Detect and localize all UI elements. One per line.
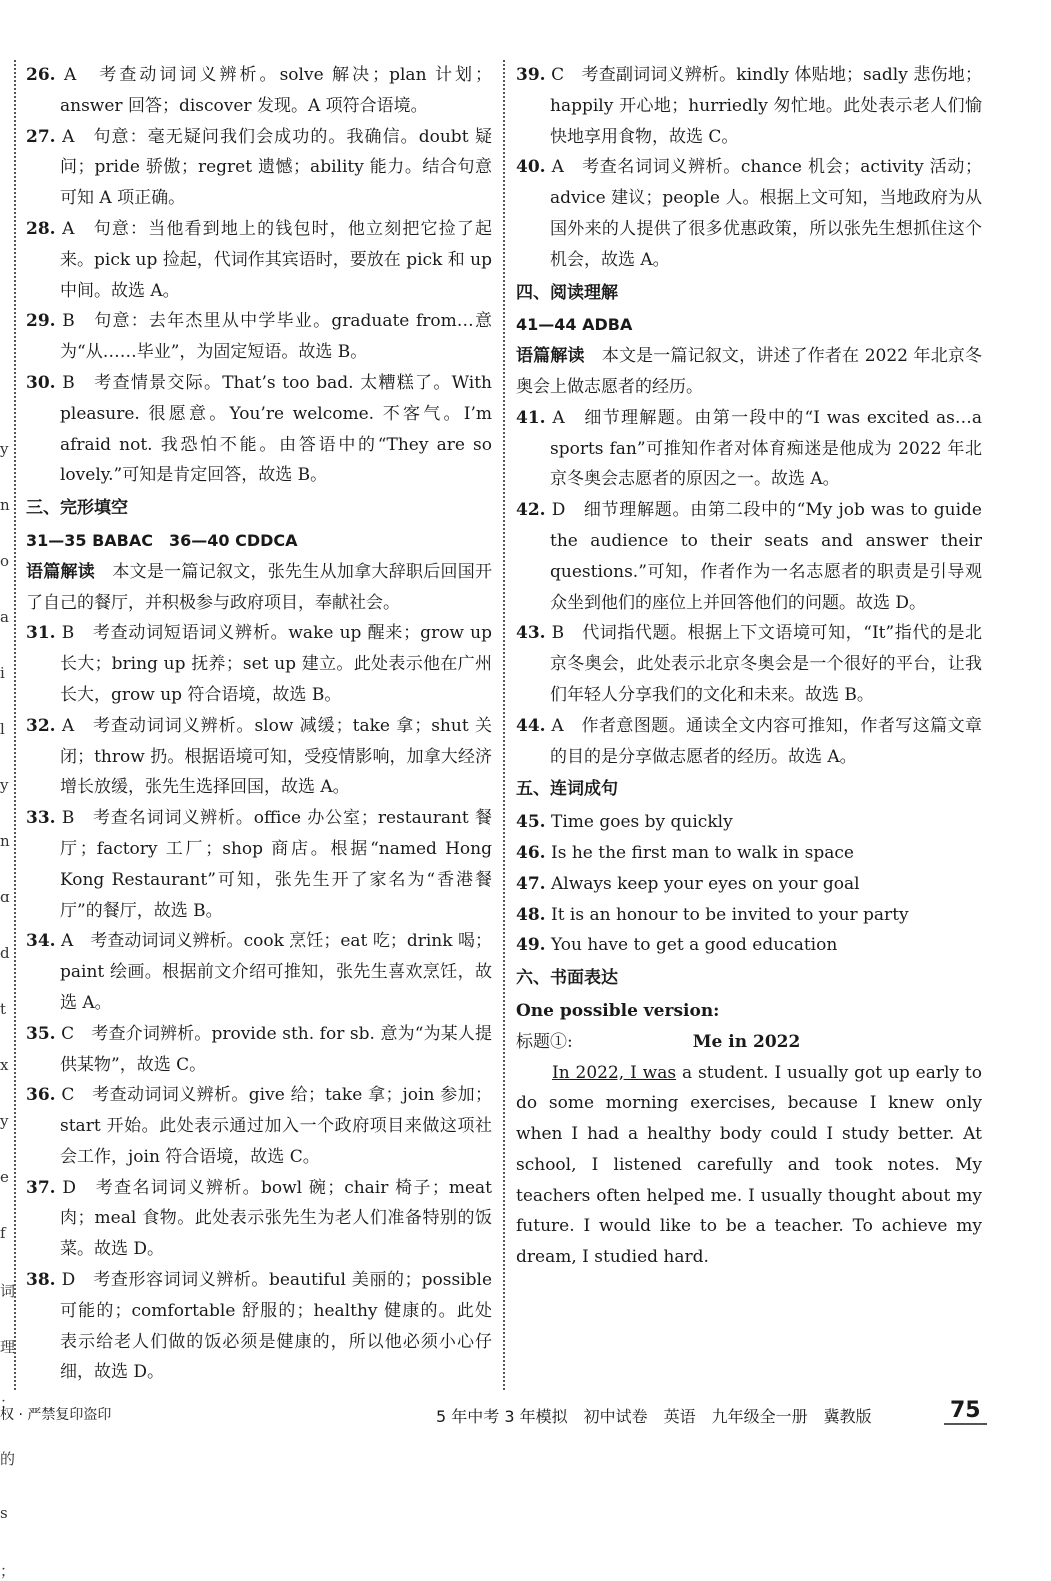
- answer-item: [516, 838, 982, 869]
- edge-fragment: 词: [0, 1282, 16, 1300]
- item-text: Always keep your eyes on your goal: [550, 873, 860, 894]
- section-6-title: 六、书面表达: [516, 968, 618, 989]
- item-number: 29.: [26, 311, 56, 332]
- item-text: Is he the first man to walk in space: [550, 842, 854, 863]
- item-number: 42.: [516, 500, 546, 521]
- item-text: A 作者意图题。通读全文内容可推知，作者写这篇文章的目的是分享做志愿者的经历。故选 A。: [550, 715, 983, 767]
- edge-fragment: l: [0, 720, 5, 738]
- intro-label: 语篇解读: [26, 561, 96, 582]
- answer-item: [26, 618, 492, 710]
- item-number: 41.: [516, 407, 546, 428]
- intro-label: 语篇解读: [516, 346, 585, 367]
- answer-item: [26, 1080, 492, 1172]
- intro-text: 本文是一篇记叙文，讲述了作者在 2022 年北京冬奥会上做志愿者的经历。: [516, 346, 983, 397]
- answer-list-4: [516, 403, 982, 773]
- item-text: D 细节理解题。由第二段中的“My job was to guide the audience to their seats and answer their questions.”可知，作者作为一名志愿者的职责是引导观众坐到他们的座位上并回答他们的问题。故选 D。: [550, 500, 982, 613]
- item-number: 32.: [26, 715, 56, 736]
- item-text: B 考查动词短语词义辨析。wake up 醒来；grow up 长大；bring up 抚养；set up 建立。此处表示他在广州长大，grow up 符合语境，故选 B。: [60, 623, 492, 705]
- item-number: 40.: [516, 157, 546, 178]
- edge-fragment: y: [0, 1112, 9, 1130]
- item-text: B 考查名词词义辨析。office 办公室；restaurant 餐厅；factory 工厂；shop 商店。根据“named Hong Kong Restaurant”可知，张先生开了家名为“香港餐厅”的餐厅，故选 B。: [60, 808, 493, 921]
- item-number: 39.: [516, 65, 546, 85]
- answer-list-1: [26, 60, 492, 491]
- left-column: [26, 60, 492, 1388]
- edge-fragment: ；: [0, 1562, 16, 1580]
- copyright-note: 权 · 严禁复印盗印: [0, 1407, 112, 1423]
- section-3-intro: [26, 557, 492, 619]
- item-number: 30.: [26, 372, 56, 393]
- item-text: A 细节理解题。由第一段中的“I was excited as…a sports fan”可推知作者对体育痴迷是他成为 2022 年北京冬奥会志愿者的原因之一。故选 A。: [550, 407, 982, 490]
- edge-fragment: f: [0, 1224, 6, 1242]
- item-text: A 考查动词词义辨析。cook 烹饪；eat 吃；drink 喝；paint 绘画。根据前文介绍可推知，张先生喜欢烹饪，故选 A。: [60, 931, 492, 1013]
- item-number: 38.: [26, 1270, 56, 1291]
- section-4-title: 四、阅读理解: [516, 282, 618, 303]
- essay: [516, 996, 982, 1273]
- answer-item: [516, 618, 982, 710]
- answer-item: [516, 900, 982, 931]
- answer-item: [26, 368, 492, 491]
- edge-fragment: y: [0, 776, 9, 794]
- answer-item: [26, 803, 492, 926]
- item-text: C 考查动词词义辨析。give 给；take 拿；join 参加；start 开始。此处表示通过加入一个政府项目来做这项社会工作，join 符合语境，故选 C。: [60, 1085, 492, 1167]
- item-number: 28.: [26, 218, 56, 239]
- item-number: 48.: [516, 904, 546, 925]
- section-4-intro: [516, 341, 982, 403]
- answer-item: [26, 1019, 492, 1081]
- item-number: 37.: [26, 1177, 56, 1198]
- item-number: 49.: [516, 935, 546, 956]
- item-text: D 考查名词词义辨析。bowl 碗；chair 椅子；meat 肉；meal 食物。此处表示张先生为老人们准备特别的饭菜。故选 D。: [60, 1177, 493, 1260]
- essay-title: Me in 2022: [692, 1031, 801, 1052]
- book-series: 5 年中考 3 年模拟 初中试卷 英语 九年级全一册 冀教版: [436, 1407, 872, 1426]
- item-number: 26.: [26, 65, 56, 85]
- answer-item: [516, 403, 982, 495]
- item-text: C 考查副词词义辨析。kindly 体贴地；sadly 悲伤地；happily 开心地；hurriedly 匆忙地。此处表示老人们愉快地享用食物，故选 C。: [550, 65, 982, 147]
- answer-item: [516, 930, 982, 961]
- edge-fragment: d: [0, 944, 10, 962]
- edge-text-fragments: [0, 60, 16, 1580]
- item-text: A 考查动词词义辨析。slow 减缓；take 拿；shut 关闭；throw 扔。根据语境可知，受疫情影响，加拿大经济增长放缓，张先生选择回国，故选 A。: [60, 715, 493, 798]
- item-number: 47.: [516, 873, 546, 894]
- item-text: A 句意：毫无疑问我们会成功的。我确信。doubt 疑问；pride 骄傲；regret 遗憾；ability 能力。结合句意可知 A 项正确。: [60, 126, 492, 209]
- edge-fragment: n: [0, 832, 10, 850]
- essay-title-label: 标题①:: [516, 1031, 573, 1052]
- column-divider-center: [503, 60, 505, 1390]
- answer-item: [26, 1265, 492, 1388]
- answer-item: [26, 214, 492, 306]
- item-text: A 考查名词词义辨析。chance 机会；activity 活动；advice 建议；people 人。根据上文可知，当地政府为从国外来的人提供了很多优惠政策，所以张先生想抓住这个机会，故选 A。: [550, 157, 983, 270]
- answer-item: [516, 711, 982, 773]
- edge-fragment: 理: [0, 1338, 16, 1356]
- item-number: 46.: [516, 842, 546, 863]
- edge-fragment: e: [0, 1168, 9, 1186]
- column-divider-left: [14, 60, 16, 1390]
- edge-fragment: y: [0, 440, 9, 458]
- edge-fragment: n: [0, 496, 10, 514]
- item-text: It is an honour to be invited to your party: [550, 904, 909, 925]
- answer-item: [516, 807, 982, 838]
- edge-fragment: ɑ: [0, 888, 10, 906]
- item-text: B 考查情景交际。That’s too bad. 太糟糕了。With pleasure. 很愿意。You’re welcome. 不客气。I’m afraid not. 我恐怕不能。由答语中的“They are so lovely.”可知是肯定回答，故选 B。: [60, 372, 492, 486]
- answer-item: [516, 495, 982, 618]
- answer-item: [516, 60, 982, 152]
- answer-item: [26, 122, 492, 214]
- edge-fragment: a: [0, 608, 9, 626]
- item-number: 43.: [516, 623, 546, 644]
- section-5-title: 五、连词成句: [516, 779, 618, 800]
- item-text: You have to get a good education: [550, 935, 838, 956]
- section-3-answers: 31—35 BABAC 36—40 CDDCA: [26, 530, 298, 550]
- essay-body: a student. I usually got up early to do some morning exercises, because I knew only when I had a healthy body could I study better. At school, I listened carefully and took notes. My teachers often helped me. I usually thought about my future. I would like to be a teacher. To achieve my dream, I studied hard.: [516, 1062, 982, 1268]
- edge-fragment: x: [0, 1056, 9, 1074]
- page-number: 75: [944, 1398, 987, 1425]
- answer-item: [26, 60, 492, 122]
- item-number: 33.: [26, 808, 56, 829]
- edge-fragment: ；: [0, 1394, 16, 1412]
- item-number: 34.: [26, 931, 56, 952]
- item-text: Time goes by quickly: [550, 812, 733, 833]
- item-number: 27.: [26, 126, 56, 147]
- answer-item: [26, 306, 492, 368]
- item-text: A 句意：当他看到地上的钱包时，他立刻把它捡了起来。pick up 捡起，代词作其宾语时，要放在 pick 和 up 中间。故选 A。: [60, 218, 492, 301]
- right-column: [516, 60, 982, 1273]
- edge-fragment: s: [0, 1504, 8, 1522]
- item-number: 44.: [516, 715, 546, 736]
- edge-fragment: i: [0, 664, 5, 682]
- answer-item: [516, 152, 982, 275]
- item-number: 36.: [26, 1085, 56, 1106]
- essay-underlined-phrase: In 2022, I was: [552, 1062, 677, 1083]
- item-text: B 代词指代题。根据上下文语境可知，“It”指代的是北京冬奥会，此处表示北京冬奥会是一个很好的平台，让我们年轻人分享我们的文化和未来。故选 B。: [550, 623, 983, 705]
- item-text: B 句意：去年杰里从中学毕业。graduate from…意为“从……毕业”，为固定短语。故选 B。: [60, 311, 493, 363]
- section-3-title: 三、完形填空: [26, 498, 128, 519]
- edge-fragment: 的: [0, 1450, 16, 1468]
- answer-list-2: [26, 618, 492, 1388]
- answer-item: [516, 869, 982, 900]
- section-4-answers: 41—44 ADBA: [516, 315, 633, 335]
- item-text: D 考查形容词词义辨析。beautiful 美丽的；possible 可能的；comfortable 舒服的；healthy 健康的。此处表示给老人们做的饭必须是健康的，所以他必须小心仔细，故选 D。: [60, 1270, 493, 1383]
- edge-fragment: t: [0, 1000, 7, 1018]
- essay-version: One possible version:: [516, 1000, 720, 1021]
- edge-fragment: o: [0, 552, 10, 570]
- item-number: 45.: [516, 812, 546, 833]
- answer-list-3: [516, 60, 982, 276]
- page-footer: [0, 1398, 1051, 1438]
- item-number: 31.: [26, 623, 56, 644]
- answer-item: [26, 711, 492, 803]
- answer-item: [26, 926, 492, 1018]
- item-number: 35.: [26, 1023, 56, 1044]
- answer-item: [26, 1173, 492, 1265]
- sentence-list: [516, 807, 982, 961]
- intro-text: 本文是一篇记叙文，张先生从加拿大辞职后回国开了自己的餐厅，并积极参与政府项目，奉献社会。: [26, 561, 493, 613]
- item-text: A 考查动词词义辨析。solve 解决；plan 计划；answer 回答；discover 发现。A 项符合语境。: [60, 65, 492, 116]
- item-text: C 考查介词辨析。provide sth. for sb. 意为“为某人提供某物”，故选 C。: [60, 1023, 492, 1075]
